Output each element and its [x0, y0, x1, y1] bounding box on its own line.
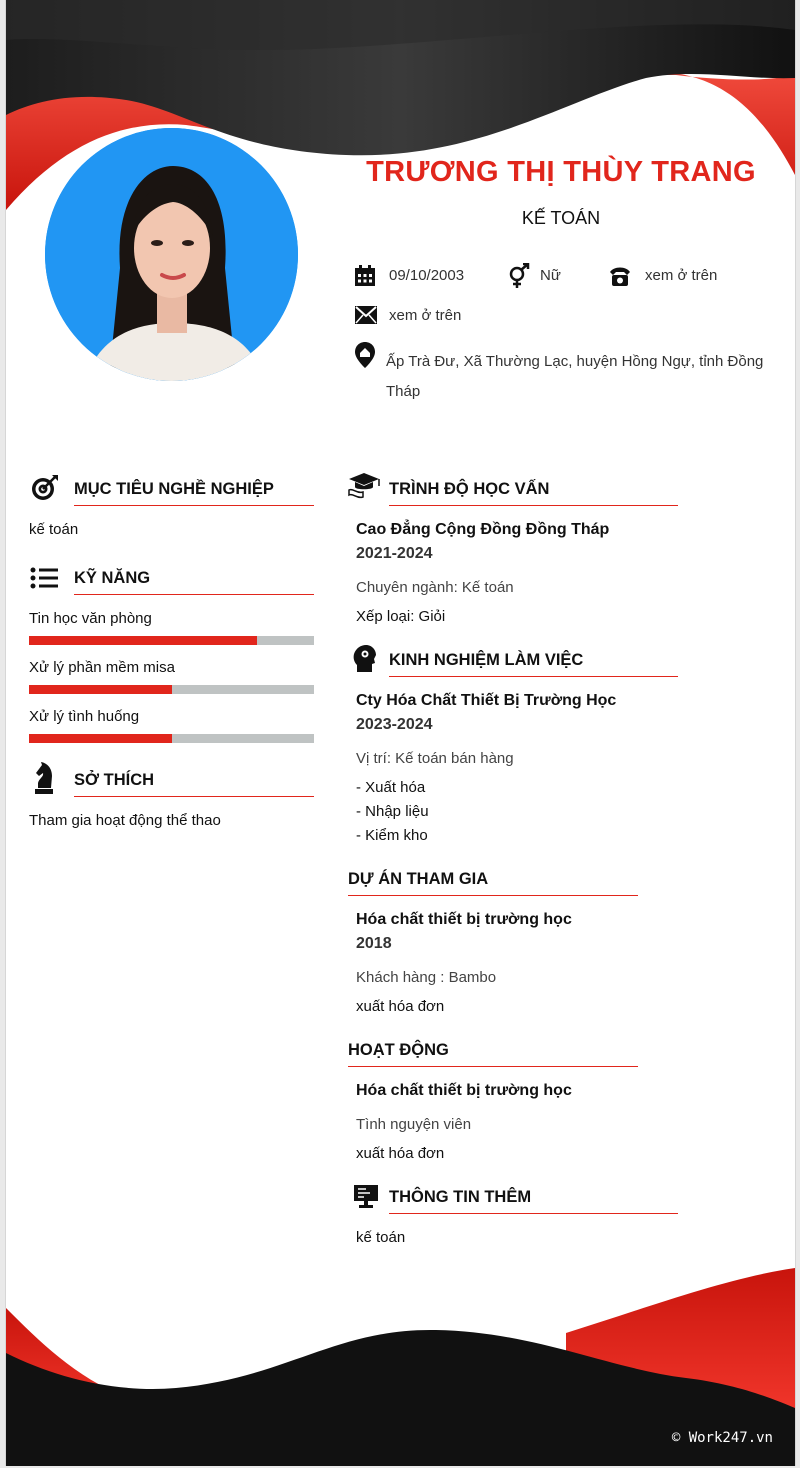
job-title: KẾ TOÁN: [521, 208, 601, 228]
cv-page: [5, 0, 796, 1466]
experience-position: Vị trí: Kế toán bán hàng: [356, 750, 514, 767]
head-gear-icon: [353, 645, 377, 672]
graduation-cap-icon: [347, 472, 381, 500]
skill-name: Tin học văn phòng: [29, 610, 152, 627]
skill-bar-fill: [29, 734, 172, 743]
hobbies-heading: SỞ THÍCH: [74, 771, 155, 789]
education-grade: Xếp loại: Giỏi: [356, 608, 446, 625]
skill-bar: [29, 636, 314, 645]
brand-footer: © Work247.vn: [671, 1430, 773, 1446]
experience-task: - Xuất hóa: [356, 779, 426, 796]
calendar-icon: [354, 265, 376, 287]
address-line-1: Ấp Trà Đư, Xã Thường Lạc, huyện Hồng Ngự, tỉnh Đồng: [386, 353, 764, 370]
experience-divider: [389, 676, 678, 677]
projects-divider: [348, 895, 638, 896]
education-heading: TRÌNH ĐỘ HỌC VẤN: [389, 480, 550, 498]
objective-divider: [74, 505, 314, 506]
location-icon: [355, 342, 375, 368]
project-desc: xuất hóa đơn: [356, 998, 445, 1015]
target-icon: [31, 474, 59, 502]
activity-role: Tình nguyện viên: [356, 1116, 472, 1133]
activities-heading: HOẠT ĐỘNG: [348, 1041, 449, 1059]
mail-icon: [355, 306, 377, 324]
gender-icon: [506, 263, 530, 289]
education-period: 2021-2024: [356, 545, 433, 562]
hobbies-text: Tham gia hoạt động thể thao: [29, 812, 221, 829]
portrait-illustration: [45, 128, 298, 381]
experience-heading: KINH NGHIỆM LÀM VIỆC: [389, 651, 584, 669]
skill-bar-fill: [29, 685, 172, 694]
projects-heading: DỰ ÁN THAM GIA: [348, 870, 489, 888]
extra-heading: THÔNG TIN THÊM: [389, 1188, 532, 1206]
extra-divider: [389, 1213, 678, 1214]
phone: xem ở trên: [645, 267, 718, 284]
skill-name: Xử lý phần mềm misa: [29, 659, 175, 676]
education-divider: [389, 505, 678, 506]
hobbies-divider: [74, 796, 314, 797]
skill-name: Xử lý tình huống: [29, 708, 140, 725]
project-client: Khách hàng : Bambo: [356, 969, 497, 986]
address-line-2: Tháp: [386, 383, 421, 400]
candidate-name: TRƯƠNG THỊ THÙY TRANG: [366, 156, 756, 188]
extra-text: kế toán: [356, 1229, 406, 1246]
activity-desc: xuất hóa đơn: [356, 1145, 445, 1162]
project-name: Hóa chất thiết bị trường học: [356, 911, 572, 928]
email: xem ở trên: [389, 307, 462, 324]
chess-knight-icon: [34, 762, 54, 796]
skill-bar: [29, 685, 314, 694]
project-year: 2018: [356, 935, 392, 952]
gender: Nữ: [540, 267, 561, 284]
skills-heading: KỸ NĂNG: [74, 569, 151, 587]
date-of-birth: 09/10/2003: [389, 267, 465, 284]
experience-task: - Nhập liệu: [356, 803, 429, 820]
list-icon: [30, 567, 58, 589]
activities-divider: [348, 1066, 638, 1067]
objective-heading: MỤC TIÊU NGHỀ NGHIỆP: [74, 480, 274, 498]
skill-bar-fill: [29, 636, 257, 645]
address: [386, 347, 766, 407]
skills-divider: [74, 594, 314, 595]
skill-bar: [29, 734, 314, 743]
experience-task: - Kiểm kho: [356, 827, 428, 844]
activity-name: Hóa chất thiết bị trường học: [356, 1082, 572, 1099]
monitor-icon: [354, 1185, 378, 1209]
education-school: Cao Đẳng Cộng Đồng Đồng Tháp: [356, 521, 610, 538]
avatar: [45, 128, 298, 381]
education-major: Chuyên ngành: Kế toán: [356, 579, 514, 596]
phone-icon: [609, 265, 631, 287]
objective-text: kế toán: [29, 521, 79, 538]
experience-company: Cty Hóa Chất Thiết Bị Trường Học: [356, 692, 617, 709]
experience-period: 2023-2024: [356, 716, 433, 733]
